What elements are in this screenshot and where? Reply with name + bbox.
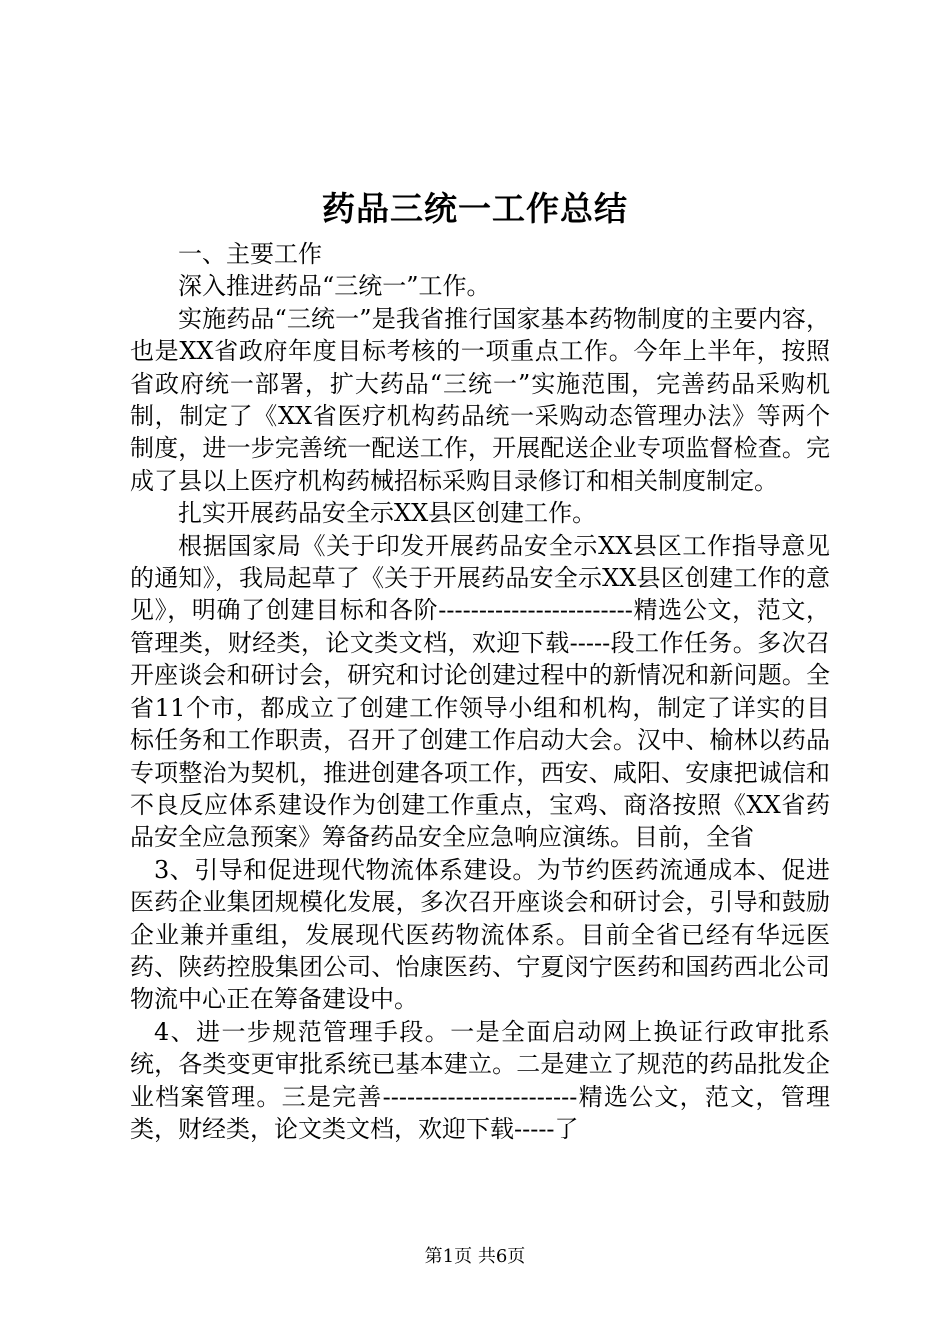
paragraph: 根据国家局《关于印发开展药品安全示XX县区工作指导意见的通知》，我局起草了《关于开展药品安全示XX县区创建工作的意见》，明确了创建目标和各阶------------------------精选公文，范文，管理类，财经类，论文类文档，欢迎下载-----段工作任务。多次召开座谈会和研讨会，研究和讨论创建过程中的新情况和新问题。全省11个市，都成立了创建工作领导小组和机构，制定了详实的目标任务和工作职责，召开了创建工作启动大会。汉中、榆林以药品专项整治为契机，推进创建各项工作，西安、咸阳、安康把诚信和不良反应体系建设作为创建工作重点，宝鸡、商洛按照《XX省药品安全应急预案》筹备药品安全应急响应演练。目前，全省: [130, 531, 830, 852]
document-body: [130, 238, 830, 1145]
paragraph-subheading-1: 深入推进药品“三统一”工作。: [178, 272, 491, 301]
paragraph-subheading-2: 扎实开展药品安全示XX县区创建工作。: [178, 499, 597, 528]
page-title: 药品三统一工作总结: [322, 189, 628, 228]
paragraph-item-3: 3、引导和促进现代物流体系建设。为节约医药流通成本、促进医药企业集团规模化发展，多次召开座谈会和研讨会，引导和鼓励企业兼并重组，发展现代医药物流体系。目前全省已经有华远医药、陕药控股集团公司、怡康医药、宁夏闵宁医药和国药西北公司物流中心正在筹备建设中。: [130, 855, 830, 1014]
paragraph: 实施药品“三统一”是我省推行国家基本药物制度的主要内容，也是XX省政府年度目标考核的一项重点工作。今年上半年，按照省政府统一部署，扩大药品“三统一”实施范围，完善药品采购机制，制定了《XX省医疗机构药品统一采购动态管理办法》等两个制度，进一步完善统一配送工作，开展配送企业专项监督检查。完成了县以上医疗机构药械招标采购目录修订和相关制度制定。: [130, 304, 830, 495]
page-footer: 第1页 共6页: [424, 1246, 526, 1267]
paragraph-item-4: 4、进一步规范管理手段。一是全面启动网上换证行政审批系统，各类变更审批系统已基本建立。二是建立了规范的药品批发企业档案管理。三是完善------------------------精选公文，范文，管理类，财经类，论文类文档，欢迎下载-----了: [130, 1017, 830, 1143]
section-heading: 一、主要工作: [178, 240, 322, 268]
